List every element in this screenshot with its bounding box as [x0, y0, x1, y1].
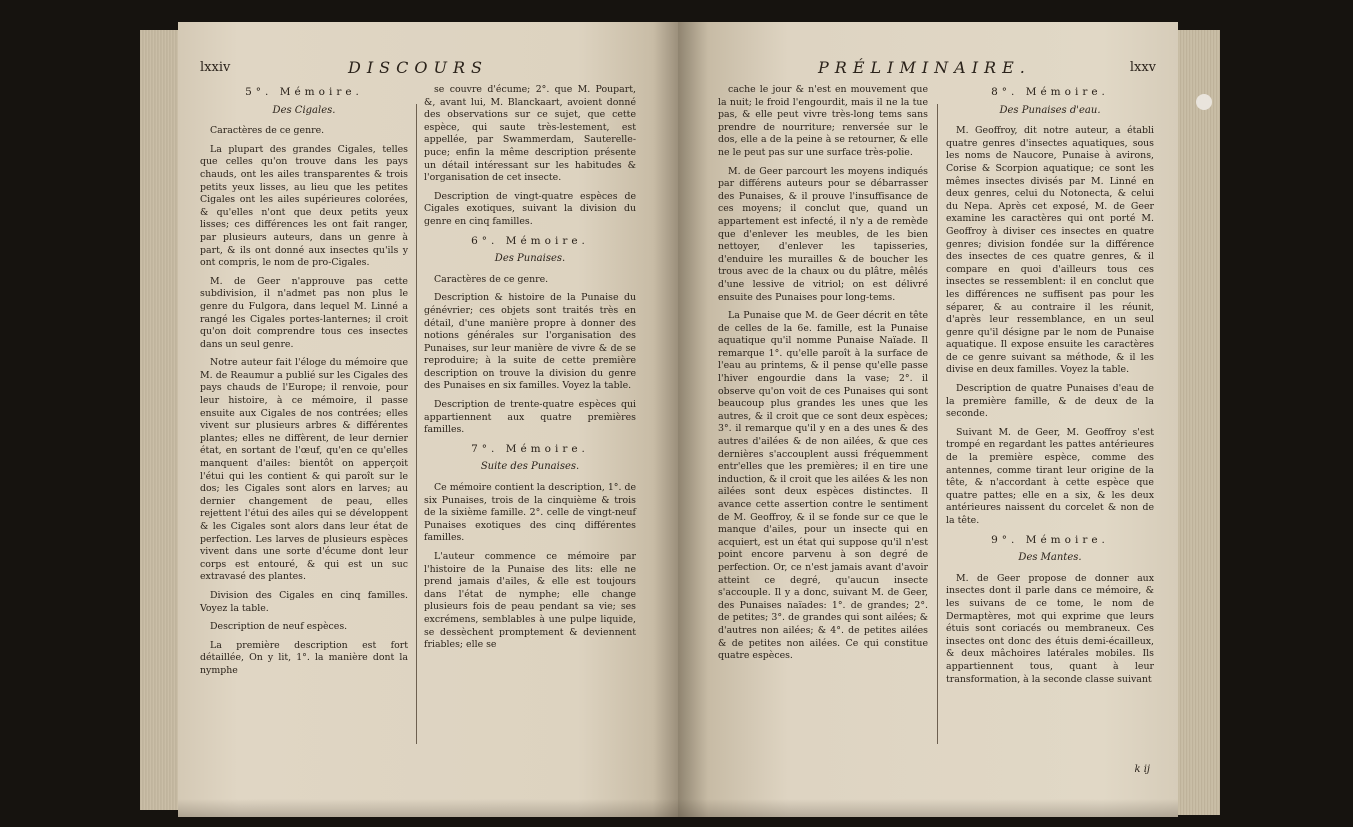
memoire-heading: 7°. Mémoire.: [471, 442, 589, 455]
paragraph: La première description est fort détaillée, On y lit, 1°. la manière dont la nymphe: [200, 639, 408, 676]
left-column-1: [200, 84, 408, 684]
paragraph: L'auteur commence ce mémoire par l'histoire de la Punaise des lits: elle ne prend jamais d'ailes, & elle est toujours dans l'état de nymphe; elle change plusieurs fois de peau pendant sa vie; ses excrémens, semblables à une pulpe liquide, se dessèchent promptement & deviennent friables; elle se: [424, 551, 636, 651]
reflection-spot: [1196, 94, 1212, 110]
paragraph: Description de quatre Punaises d'eau de la première famille, & de deux de la seconde.: [946, 383, 1154, 420]
left-page-edges: [140, 30, 180, 810]
right-page-edges: [1176, 30, 1220, 815]
page-shadow: [678, 799, 1178, 817]
right-header: [698, 60, 1158, 82]
paragraph: Caractères de ce genre.: [434, 273, 549, 285]
paragraph: M. de Geer parcourt les moyens indiqués par différens auteurs pour se débarrasser des Punaises, & il prouve l'insuffisance de ces moyens; il conclut que, quand un appartement est infecté, il n'y a de remède que d'enlever les meubles, de les bien nettoyer, d'enlever les tapisseries, d'enduire les murailles & de boucher les trous avec de la chaux ou du plâtre, mêlés d'une lessive de vitriol; on est délivré ensuite des Punaises pour long-tems.: [718, 165, 928, 303]
paragraph: se couvre d'écume; 2°. que M. Poupart, &, avant lui, M. Blanckaart, avoient donné des observations sur ce sujet, que cette espèce, qui saute très-lestement, est appellée, par Swammerdam, Sauterelle-puce; enfin la même description présente un détail intéressant sur les habitudes & l'organisation de cet insecte.: [424, 84, 636, 184]
left-page: [178, 22, 678, 817]
paragraph: Caractères de ce genre.: [210, 125, 325, 137]
paragraph: Description & histoire de la Punaise du génévrier; ces objets sont traités très en détail, d'une manière propre à donner des notions générales sur l'organisation des Punaises, sur leur manière de vivre & de se reproduire; à la suite de cette première description on trouve la division du genre des Punaises en six familles. Voyez la table.: [424, 292, 636, 392]
left-column-2: [424, 84, 636, 658]
memoire-heading: 5°. Mémoire.: [245, 86, 363, 98]
right-page: [678, 22, 1178, 817]
paragraph: La plupart des grandes Cigales, telles que celles qu'on trouve dans les pays chauds, ont les ailes transparentes & trois petits yeux lisses, au lieu que les petites Cigales ont les ailes supérieures colorées, & qu'elles n'ont que deux petits yeux lisses; ces différences les ont fait ranger, par plusieurs auteurs, dans un genre à part, & ils ont donné aux insectes qu'ils y ont compris, le nom de pro-Cigales.: [200, 143, 408, 269]
paragraph: Description de neuf espèces.: [210, 621, 348, 633]
column-rule: [937, 104, 938, 744]
left-header: [198, 60, 658, 82]
memoire-heading: 8°. Mémoire.: [991, 86, 1109, 98]
paragraph: Ce mémoire contient la description, 1°. de six Punaises, trois de la cinquième & trois de la sixième famille. 2°. celle de vingt-neuf Punaises exotiques des cinq différentes familles.: [424, 482, 636, 544]
memoire-heading: 6°. Mémoire.: [471, 234, 589, 247]
page-shadow: [178, 799, 678, 817]
memoire-subtitle: Des Punaises.: [494, 253, 566, 265]
column-rule: [416, 104, 417, 744]
signature-mark: k ij: [1134, 764, 1150, 775]
right-column-2: [946, 84, 1154, 692]
paragraph: La Punaise que M. de Geer décrit en tête de celles de la 6e. famille, est la Punaise aquatique qu'il nomme Punaise Naïade. Il remarque 1°. qu'elle paroît à la surface de l'eau au printems, & il pense qu'elle passe l'hiver engourdie dans la vase; 2°. il observe qu'on voit de ces Punaises qui sont beaucoup plus grandes les unes que les autres, & il croit que ce sont deux espèces; 3°. il remarque qu'il y en a des unes & des autres d'ailées & de non ailées, & que ces dernières s'accouplent aussi fréquemment entr'elles que les premières; il en tire une induction, & il croit que les ailées & les non ailées sont deux espèces distinctes. Il avance cette assertion contre le sentiment de M. Geoffroy, & il se fonde sur ce que le manque d'ailes, pour un insecte qui en acquiert, est un état qui suppose qu'il n'est point encore parvenu à son degré de perfection. Or, ce n'est jamais avant d'avoir atteint ce degré, qu'aucun insecte s'accouple. Il y a donc, suivant M. de Geer, des Punaises naïades: 1°. de grandes; 2°. de petites; 3°. de grandes qui sont ailées; & d'autres non ailées; & 4°. de petites ailées & de petites non ailées. Ce qui constitue quatre espèces.: [718, 310, 928, 662]
paragraph: cache le jour & n'est en mouvement que la nuit; le froid l'engourdit, mais il ne la tue pas, & elle peut vivre très-long tems sans prendre de nourriture; renversée sur le dos, elle a de la peine à se retourner, & elle ne le peut pas sur une surface très-polie.: [718, 84, 928, 158]
paragraph: M. Geoffroy, dit notre auteur, a établi quatre genres d'insectes aquatiques, sous les noms de Naucore, Punaise à avirons, Corise & Scorpion aquatique; ce sont les mêmes insectes divisés par M. Linné en deux genres, celui du Notonecta, & celui du Nepa. Après cet exposé, M. de Geer examine les caractères qui ont porté M. Geoffroy à diviser ces insectes en quatre genres; division fondée sur la différence des insectes de ces quatre genres, & il compare en quoi d'ailleurs tous ces insectes se ressemblent: il en conclut que les différences ne suffisent pas pour les séparer, & au contraire il les réunit, d'après leur ressemblance, en un seul genre qu'il désigne par le nom de Punaise aquatique. Il expose ensuite les caractères de ce genre suivant sa méthode, & il les divise en deux familles. Voyez la table.: [946, 125, 1154, 376]
left-running-head: DISCOURS: [348, 58, 488, 77]
memoire-subtitle: Des Mantes.: [1018, 552, 1082, 564]
memoire-subtitle: Suite des Punaises.: [480, 461, 580, 473]
right-running-head: PRÉLIMINAIRE.: [818, 58, 1031, 77]
paragraph: M. de Geer n'approuve pas cette subdivision, il n'admet pas non plus le genre du Fulgora, dans lequel M. Linné a rangé les Cigales portes-lanternes; il croit qu'on doit comprendre tous ces insectes dans un seul genre.: [200, 275, 408, 350]
paragraph: Division des Cigales en cinq familles. Voyez la table.: [200, 589, 408, 614]
memoire-subtitle: Des Punaises d'eau.: [999, 104, 1101, 116]
paragraph: Suivant M. de Geer, M. Geoffroy s'est trompé en regardant les pattes antérieures de la première espèce, comme des antennes, comme tirant leur origine de la tête, & n'accordant à cette espèce que quatre pattes; elle en a six, & les deux antérieures naissent du corcelet & non de la tête.: [946, 426, 1154, 526]
right-column-1: [718, 84, 928, 669]
paragraph: Description de vingt-quatre espèces de Cigales exotiques, suivant la division du genre en cinq familles.: [424, 190, 636, 227]
paragraph: M. de Geer propose de donner aux insectes dont il parle dans ce mémoire, & les suivans de ce tome, le nom de Dermaptères, mot qui exprime que leurs étuis sont coriacés ou membraneux. Ces insectes ont donc des étuis demi-écailleux, & deux mâchoires latérales mobiles. Ils appartiennent tous, quant à leur transformation, à la seconde classe suivant: [946, 572, 1154, 685]
paragraph: Notre auteur fait l'éloge du mémoire que M. de Reaumur a publié sur les Cigales des pays chauds de l'Europe; il renvoie, pour leur histoire, à ce mémoire, il passe ensuite aux Cigales de nos contrées; elles vivent sur plusieurs arbres & différentes plantes; elles ne diffèrent, de leur dernier état, en sortant de l'œuf, qu'en ce qu'elles manquent d'ailes: bientôt on apperçoit l'étui qui les contient & qui paroît sur le dos; les Cigales sont alors en larves; au dernier changement de peau, elles rejettent l'étui des ailes qui se développent & les Cigales sont alors dans leur état de perfection. Les larves de plusieurs espèces vivent dans une sorte d'écume dont leur corps est entouré, & qui est un suc extravasé des plantes.: [200, 357, 408, 583]
right-folio: lxxv: [1129, 60, 1156, 75]
memoire-heading: 9°. Mémoire.: [991, 533, 1109, 546]
left-folio: lxxiv: [200, 60, 231, 75]
memoire-subtitle: Des Cigales.: [272, 104, 336, 116]
paragraph: Description de trente-quatre espèces qui appartiennent aux quatre premières familles.: [424, 399, 636, 436]
